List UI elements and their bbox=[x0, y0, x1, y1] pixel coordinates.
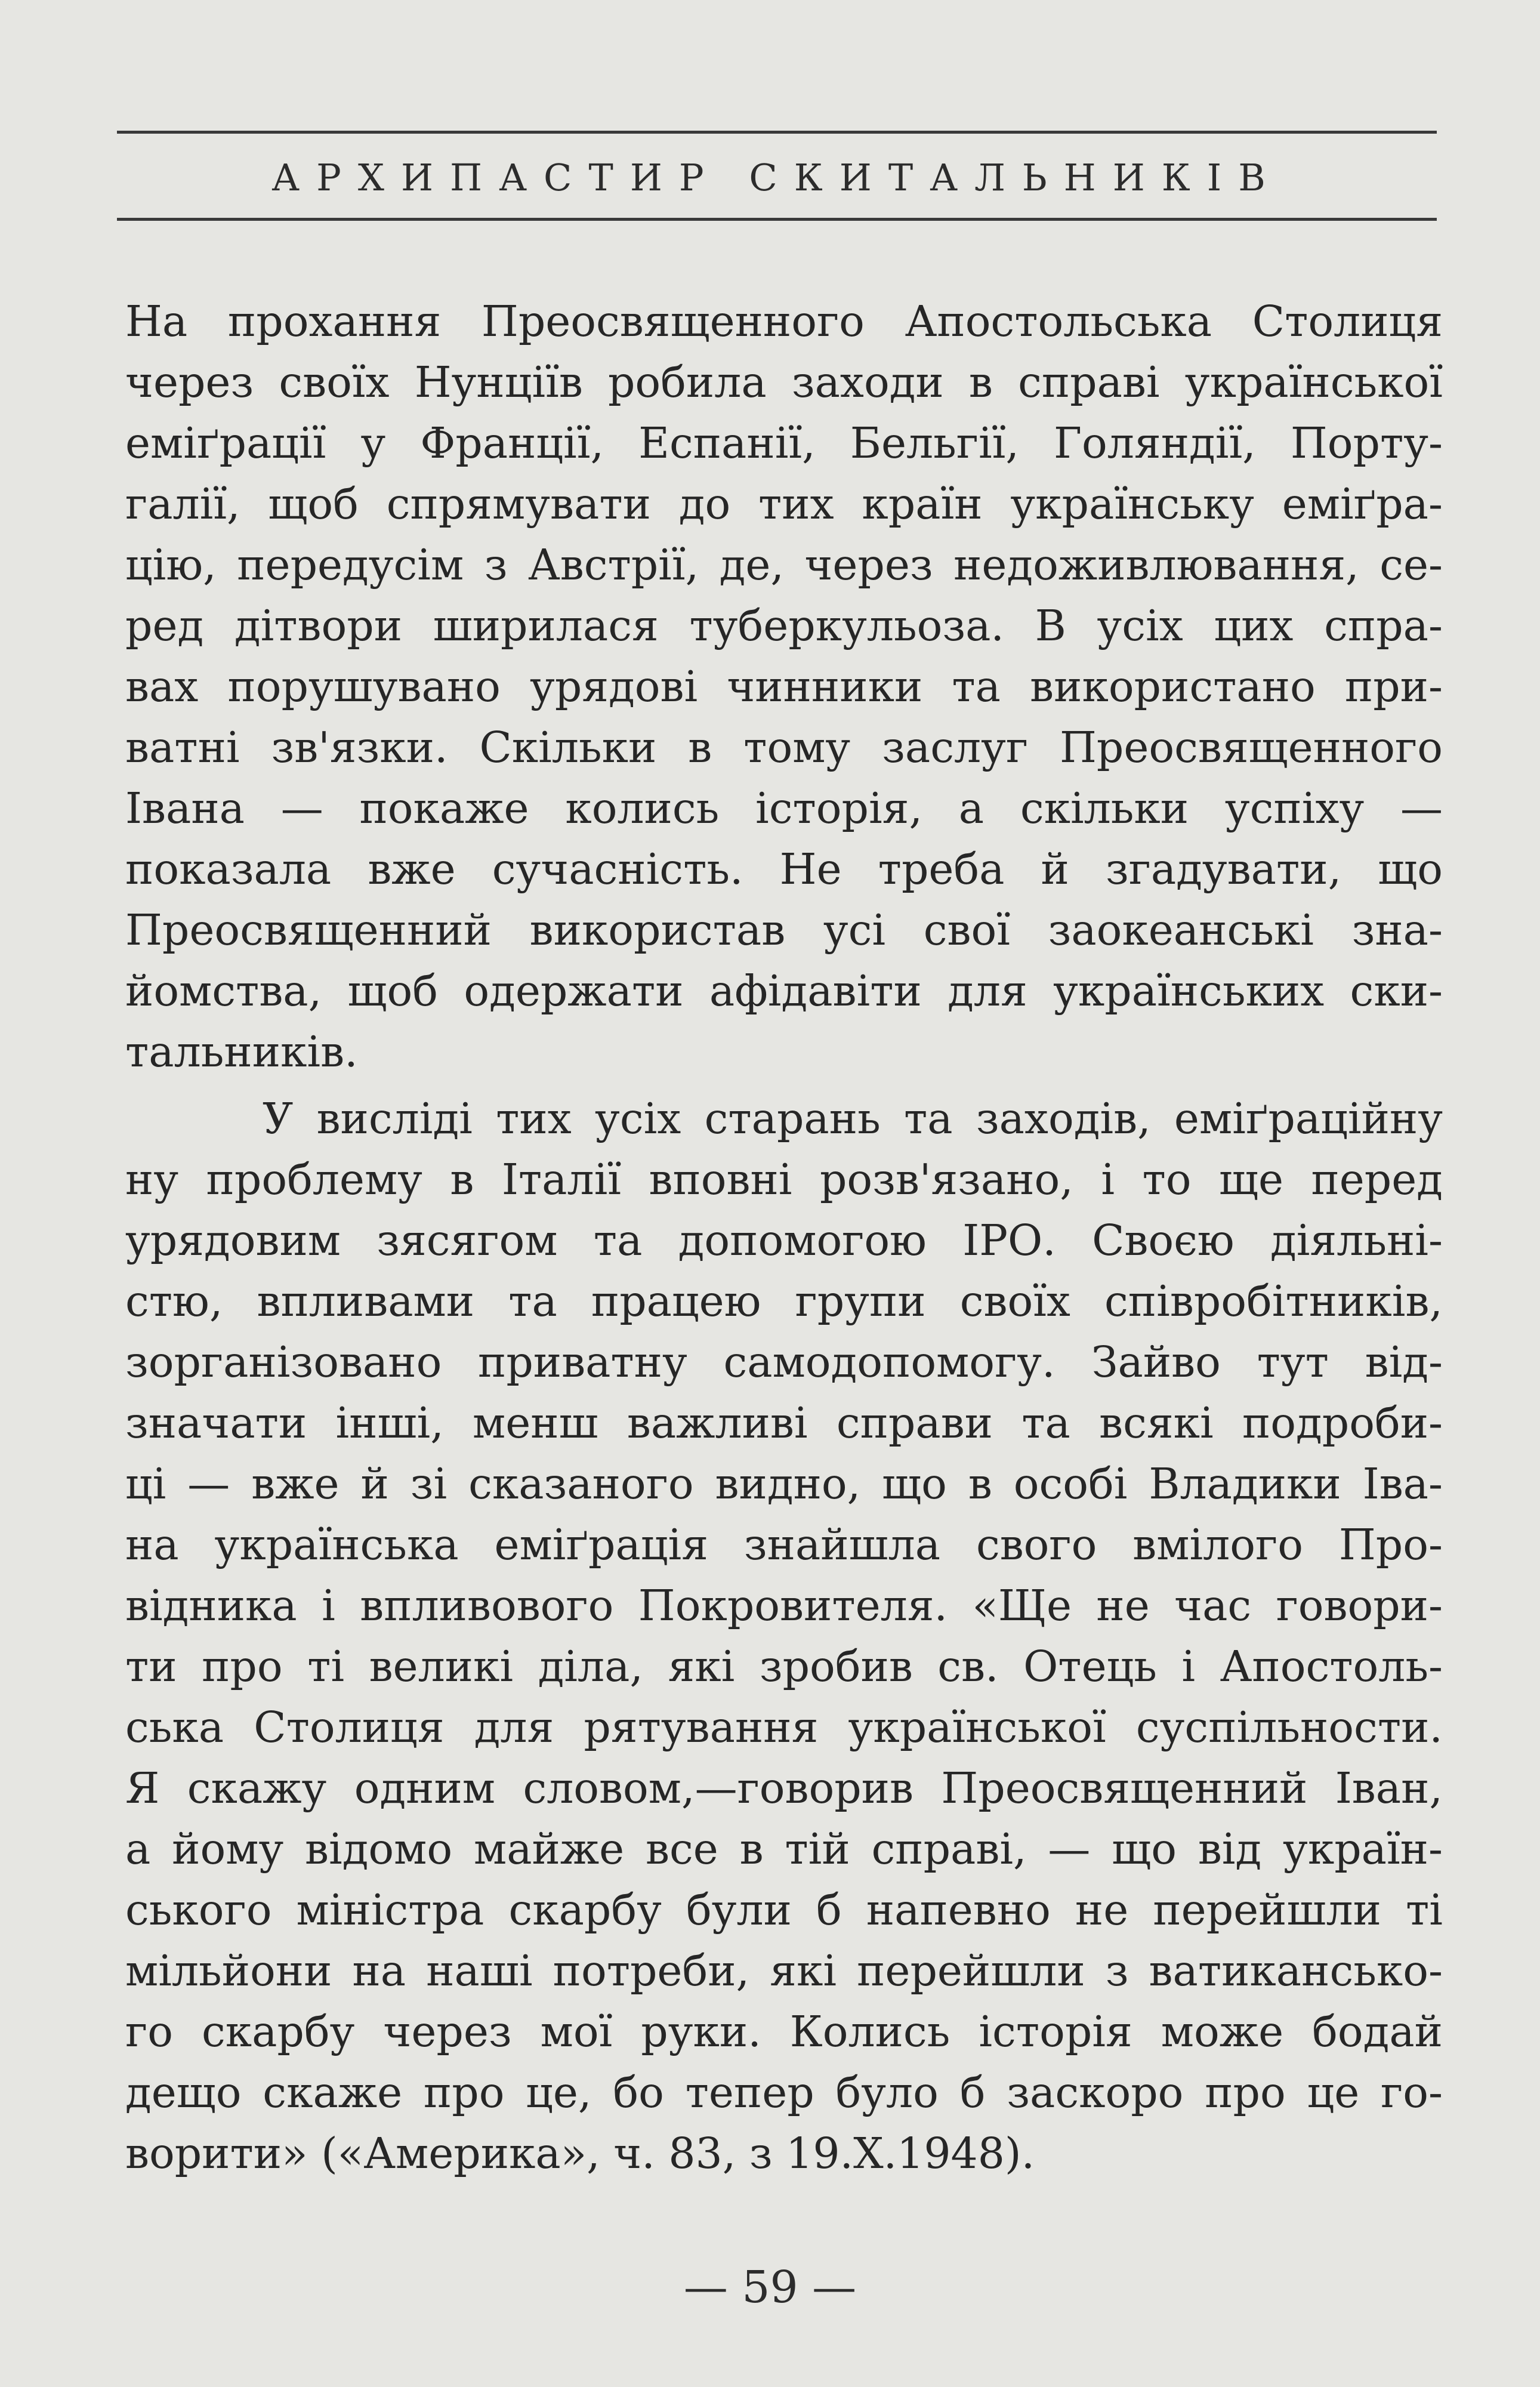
text-line: вах порушувано урядові чинники та використано при- bbox=[125, 662, 1443, 711]
text-line: тальників. bbox=[125, 1027, 358, 1077]
text-line: стю, впливами та працею групи своїх співробітників, bbox=[125, 1276, 1443, 1326]
header-rule-bottom bbox=[117, 218, 1437, 221]
text-line: ред дітвори ширилася туберкульоза. В усіх цих спра- bbox=[125, 601, 1443, 650]
text-line: ватні зв'язки. Скільки в тому заслуг Преосвященного bbox=[125, 723, 1443, 772]
text-line: еміґрації у Франції, Еспанії, Бельгії, Голяндії, Порту- bbox=[125, 418, 1443, 468]
paragraph-1 bbox=[125, 291, 1443, 1083]
text-line: а йому відомо майже все в тій справі, — що від україн- bbox=[125, 1824, 1443, 1874]
text-line: значати інші, менш важливі справи та всякі подроби- bbox=[125, 1398, 1443, 1448]
text-line: урядовим зясягом та допомогою ІРО. Своєю діяльні- bbox=[125, 1216, 1443, 1265]
paragraph-gap bbox=[125, 1083, 1443, 1088]
text-line: цію, передусім з Австрії, де, через недоживлювання, се- bbox=[125, 540, 1443, 590]
text-line: Івана — покаже колись історія, а скільки успіху — bbox=[125, 784, 1443, 833]
text-line: галії, щоб спрямувати до тих країн українську еміґра- bbox=[125, 479, 1443, 529]
text-line: У висліді тих усіх старань та заходів, еміґраційну bbox=[263, 1094, 1443, 1143]
text-line: На прохання Преосвященного Апостольська Столиця bbox=[125, 297, 1443, 346]
text-line: ворити» («Америка», ч. 83, з 19.Х.1948). bbox=[125, 2129, 1035, 2178]
text-line: на українська еміґрація знайшла свого вмілого Про- bbox=[125, 1520, 1443, 1569]
paragraph-2 bbox=[125, 1088, 1443, 2184]
text-line: ці — вже й зі сказаного видно, що в особі Владики Іва- bbox=[125, 1459, 1443, 1509]
text-line: ти про ті великі діла, які зробив св. Отець і Апостоль- bbox=[125, 1642, 1443, 1691]
page-number: — 59 — bbox=[683, 2262, 857, 2313]
text-line: ну проблему в Італії вповні розв'язано, і то ще перед bbox=[125, 1155, 1443, 1204]
text-line: відника і впливового Покровителя. «Ще не час говори- bbox=[125, 1581, 1443, 1630]
text-line: йомства, щоб одержати афідавіти для українських ски- bbox=[125, 966, 1443, 1016]
text-line: Я скажу одним словом,—говорив Преосвященний Іван, bbox=[125, 1763, 1443, 1813]
text-line: го скарбу через мої руки. Колись історія може бодай bbox=[125, 2007, 1443, 2056]
text-line: показала вже сучасність. Не треба й згадувати, що bbox=[125, 844, 1443, 894]
text-line: ського міністра скарбу були б напевно не перейшли ті bbox=[125, 1885, 1443, 1935]
text-line: зорганізовано приватну самодопомогу. Зайво тут від- bbox=[125, 1337, 1443, 1387]
text-line: Преосвященний використав усі свої заокеанські зна- bbox=[125, 905, 1443, 955]
header-rule-top bbox=[117, 131, 1437, 134]
text-line: дещо скаже про це, бо тепер було б заскоро про це го- bbox=[125, 2068, 1443, 2117]
body-text bbox=[125, 291, 1443, 2184]
text-line: мільйони на наші потреби, які перейшли з ватикансько- bbox=[125, 1946, 1443, 1996]
text-line: через своїх Нунціїв робила заходи в справі української bbox=[125, 357, 1443, 407]
running-title: АРХИПАСТИР СКИТАЛЬНИКІВ bbox=[271, 156, 1282, 199]
text-line: ська Столиця для рятування української суспільности. bbox=[125, 1703, 1443, 1752]
